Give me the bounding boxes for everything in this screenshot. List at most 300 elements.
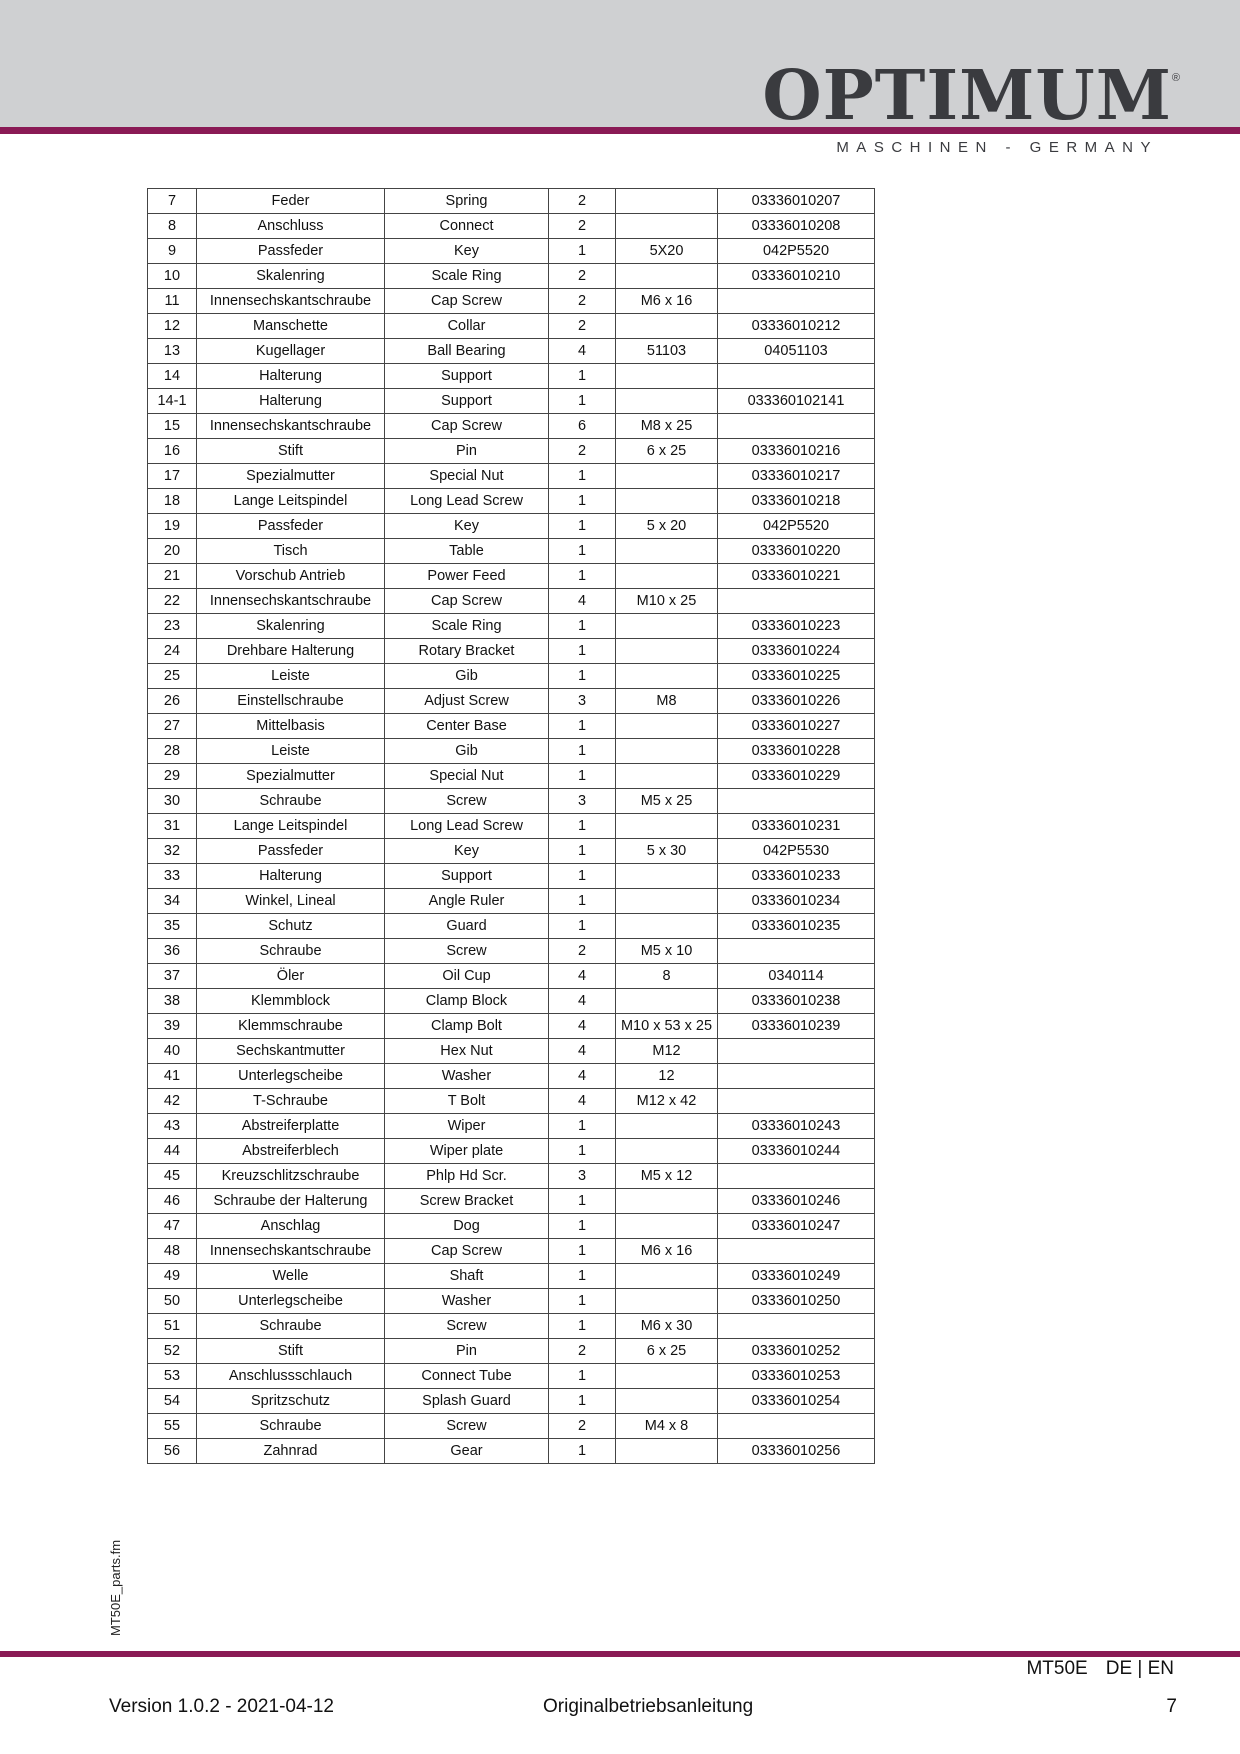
qty-cell: 1	[549, 839, 616, 864]
item-no-cell: 042P5530	[718, 839, 875, 864]
pos-cell: 30	[148, 789, 197, 814]
table-row	[148, 1414, 875, 1439]
table-row	[148, 1139, 875, 1164]
size-cell	[616, 1189, 718, 1214]
table-row	[148, 514, 875, 539]
german-name-cell: Winkel, Lineal	[197, 889, 385, 914]
size-cell	[616, 1289, 718, 1314]
german-name-cell: Innensechskantschraube	[197, 589, 385, 614]
size-cell: M4 x 8	[616, 1414, 718, 1439]
item-no-cell: 03336010220	[718, 539, 875, 564]
german-name-cell: Schraube	[197, 939, 385, 964]
german-name-cell: Innensechskantschraube	[197, 1239, 385, 1264]
table-row	[148, 689, 875, 714]
table-row	[148, 289, 875, 314]
qty-cell: 1	[549, 1289, 616, 1314]
footer-rule	[0, 1651, 1240, 1657]
german-name-cell: Schutz	[197, 914, 385, 939]
qty-cell: 1	[549, 489, 616, 514]
english-name-cell: Angle Ruler	[385, 889, 549, 914]
english-name-cell: Screw	[385, 1414, 549, 1439]
qty-cell: 4	[549, 339, 616, 364]
english-name-cell: Support	[385, 864, 549, 889]
table-row	[148, 1164, 875, 1189]
qty-cell: 1	[549, 1189, 616, 1214]
pos-cell: 14-1	[148, 389, 197, 414]
pos-cell: 46	[148, 1189, 197, 1214]
table-row	[148, 239, 875, 264]
english-name-cell: Pin	[385, 1339, 549, 1364]
german-name-cell: Zahnrad	[197, 1439, 385, 1464]
pos-cell: 45	[148, 1164, 197, 1189]
german-name-cell: Einstellschraube	[197, 689, 385, 714]
table-row	[148, 439, 875, 464]
table-row	[148, 814, 875, 839]
german-name-cell: Schraube der Halterung	[197, 1189, 385, 1214]
table-row	[148, 339, 875, 364]
size-cell: 5 x 20	[616, 514, 718, 539]
pos-cell: 7	[148, 189, 197, 214]
pos-cell: 24	[148, 639, 197, 664]
qty-cell: 1	[549, 1114, 616, 1139]
english-name-cell: Rotary Bracket	[385, 639, 549, 664]
table-row	[148, 314, 875, 339]
size-cell: M10 x 25	[616, 589, 718, 614]
size-cell	[616, 914, 718, 939]
item-no-cell	[718, 939, 875, 964]
item-no-cell	[718, 1039, 875, 1064]
item-no-cell: 03336010227	[718, 714, 875, 739]
english-name-cell: Adjust Screw	[385, 689, 549, 714]
pos-cell: 55	[148, 1414, 197, 1439]
item-no-cell: 03336010256	[718, 1439, 875, 1464]
table-row	[148, 464, 875, 489]
english-name-cell: Guard	[385, 914, 549, 939]
size-cell: M8	[616, 689, 718, 714]
item-no-cell: 03336010231	[718, 814, 875, 839]
size-cell	[616, 564, 718, 589]
qty-cell: 2	[549, 264, 616, 289]
english-name-cell: Screw	[385, 789, 549, 814]
item-no-cell: 03336010223	[718, 614, 875, 639]
page-number: 7	[1166, 1696, 1177, 1717]
table-row	[148, 389, 875, 414]
pos-cell: 44	[148, 1139, 197, 1164]
parts-table-body	[148, 189, 875, 1464]
size-cell	[616, 1114, 718, 1139]
qty-cell: 1	[549, 739, 616, 764]
item-no-cell	[718, 414, 875, 439]
qty-cell: 1	[549, 464, 616, 489]
item-no-cell: 03336010244	[718, 1139, 875, 1164]
size-cell: M6 x 16	[616, 1239, 718, 1264]
qty-cell: 1	[549, 914, 616, 939]
english-name-cell: Scale Ring	[385, 614, 549, 639]
pos-cell: 38	[148, 989, 197, 1014]
size-cell	[616, 539, 718, 564]
size-cell: M12	[616, 1039, 718, 1064]
table-row	[148, 364, 875, 389]
german-name-cell: Anschlussschlauch	[197, 1364, 385, 1389]
qty-cell: 1	[549, 1389, 616, 1414]
table-row	[148, 989, 875, 1014]
pos-cell: 9	[148, 239, 197, 264]
german-name-cell: Spezialmutter	[197, 764, 385, 789]
table-row	[148, 939, 875, 964]
english-name-cell: Table	[385, 539, 549, 564]
pos-cell: 8	[148, 214, 197, 239]
size-cell: 8	[616, 964, 718, 989]
pos-cell: 28	[148, 739, 197, 764]
english-name-cell: Key	[385, 239, 549, 264]
pos-cell: 34	[148, 889, 197, 914]
english-name-cell: Wiper	[385, 1114, 549, 1139]
item-no-cell	[718, 1239, 875, 1264]
table-row	[148, 839, 875, 864]
english-name-cell: Cap Screw	[385, 289, 549, 314]
german-name-cell: Spritzschutz	[197, 1389, 385, 1414]
qty-cell: 1	[549, 364, 616, 389]
german-name-cell: Schraube	[197, 1314, 385, 1339]
size-cell	[616, 614, 718, 639]
item-no-cell	[718, 1064, 875, 1089]
qty-cell: 1	[549, 564, 616, 589]
pos-cell: 36	[148, 939, 197, 964]
table-row	[148, 189, 875, 214]
table-row	[148, 789, 875, 814]
table-row	[148, 1239, 875, 1264]
english-name-cell: Gib	[385, 739, 549, 764]
pos-cell: 26	[148, 689, 197, 714]
qty-cell: 1	[549, 539, 616, 564]
german-name-cell: Skalenring	[197, 264, 385, 289]
item-no-cell: 03336010225	[718, 664, 875, 689]
item-no-cell	[718, 1089, 875, 1114]
table-row	[148, 1089, 875, 1114]
brand-tagline: MASCHINEN - GERMANY	[836, 139, 1158, 156]
german-name-cell: Passfeder	[197, 239, 385, 264]
item-no-cell: 03336010234	[718, 889, 875, 914]
table-row	[148, 864, 875, 889]
item-no-cell: 042P5520	[718, 239, 875, 264]
qty-cell: 1	[549, 1364, 616, 1389]
qty-cell: 4	[549, 1064, 616, 1089]
size-cell: M5 x 12	[616, 1164, 718, 1189]
english-name-cell: Gear	[385, 1439, 549, 1464]
german-name-cell: Sechskantmutter	[197, 1039, 385, 1064]
item-no-cell: 03336010228	[718, 739, 875, 764]
english-name-cell: Center Base	[385, 714, 549, 739]
german-name-cell: Leiste	[197, 739, 385, 764]
qty-cell: 2	[549, 439, 616, 464]
english-name-cell: Dog	[385, 1214, 549, 1239]
english-name-cell: Special Nut	[385, 764, 549, 789]
german-name-cell: Anschluss	[197, 214, 385, 239]
size-cell	[616, 189, 718, 214]
size-cell: M6 x 16	[616, 289, 718, 314]
english-name-cell: Wiper plate	[385, 1139, 549, 1164]
item-no-cell: 03336010254	[718, 1389, 875, 1414]
german-name-cell: Anschlag	[197, 1214, 385, 1239]
german-name-cell: Kreuzschlitzschraube	[197, 1164, 385, 1189]
item-no-cell: 03336010247	[718, 1214, 875, 1239]
pos-cell: 20	[148, 539, 197, 564]
pos-cell: 39	[148, 1014, 197, 1039]
pos-cell: 50	[148, 1289, 197, 1314]
size-cell	[616, 714, 718, 739]
size-cell: M5 x 25	[616, 789, 718, 814]
qty-cell: 4	[549, 589, 616, 614]
pos-cell: 54	[148, 1389, 197, 1414]
pos-cell: 37	[148, 964, 197, 989]
brand-logo: OPTIMUM	[762, 56, 1172, 136]
pos-cell: 40	[148, 1039, 197, 1064]
pos-cell: 15	[148, 414, 197, 439]
item-no-cell: 03336010239	[718, 1014, 875, 1039]
size-cell	[616, 489, 718, 514]
table-row	[148, 1314, 875, 1339]
item-no-cell: 042P5520	[718, 514, 875, 539]
english-name-cell: Cap Screw	[385, 414, 549, 439]
german-name-cell: Lange Leitspindel	[197, 814, 385, 839]
pos-cell: 16	[148, 439, 197, 464]
english-name-cell: Long Lead Screw	[385, 814, 549, 839]
table-row	[148, 589, 875, 614]
pos-cell: 51	[148, 1314, 197, 1339]
qty-cell: 1	[549, 1139, 616, 1164]
table-row	[148, 1364, 875, 1389]
footer-doc-type: Originalbetriebsanleitung	[543, 1696, 754, 1717]
german-name-cell: Manschette	[197, 314, 385, 339]
english-name-cell: Shaft	[385, 1264, 549, 1289]
size-cell	[616, 314, 718, 339]
item-no-cell: 03336010238	[718, 989, 875, 1014]
qty-cell: 3	[549, 689, 616, 714]
german-name-cell: Schraube	[197, 1414, 385, 1439]
german-name-cell: Klemmschraube	[197, 1014, 385, 1039]
qty-cell: 1	[549, 714, 616, 739]
table-row	[148, 964, 875, 989]
table-row	[148, 264, 875, 289]
table-row	[148, 1064, 875, 1089]
table-row	[148, 1189, 875, 1214]
qty-cell: 1	[549, 639, 616, 664]
item-no-cell	[718, 1414, 875, 1439]
english-name-cell: Collar	[385, 314, 549, 339]
german-name-cell: Unterlegscheibe	[197, 1289, 385, 1314]
english-name-cell: Connect Tube	[385, 1364, 549, 1389]
pos-cell: 25	[148, 664, 197, 689]
table-row	[148, 664, 875, 689]
qty-cell: 1	[549, 514, 616, 539]
german-name-cell: Schraube	[197, 789, 385, 814]
english-name-cell: Scale Ring	[385, 264, 549, 289]
table-row	[148, 714, 875, 739]
pos-cell: 47	[148, 1214, 197, 1239]
qty-cell: 1	[549, 664, 616, 689]
pos-cell: 22	[148, 589, 197, 614]
german-name-cell: Kugellager	[197, 339, 385, 364]
item-no-cell: 03336010250	[718, 1289, 875, 1314]
qty-cell: 1	[549, 889, 616, 914]
size-cell	[616, 989, 718, 1014]
item-no-cell: 03336010216	[718, 439, 875, 464]
size-cell	[616, 364, 718, 389]
pos-cell: 43	[148, 1114, 197, 1139]
table-row	[148, 1264, 875, 1289]
table-row	[148, 1339, 875, 1364]
size-cell	[616, 889, 718, 914]
english-name-cell: Cap Screw	[385, 589, 549, 614]
size-cell	[616, 389, 718, 414]
german-name-cell: Unterlegscheibe	[197, 1064, 385, 1089]
german-name-cell: Passfeder	[197, 839, 385, 864]
qty-cell: 2	[549, 214, 616, 239]
pos-cell: 18	[148, 489, 197, 514]
table-row	[148, 739, 875, 764]
german-name-cell: Leiste	[197, 664, 385, 689]
size-cell	[616, 1139, 718, 1164]
size-cell: M5 x 10	[616, 939, 718, 964]
table-row	[148, 1214, 875, 1239]
german-name-cell: Skalenring	[197, 614, 385, 639]
size-cell	[616, 1439, 718, 1464]
size-cell	[616, 264, 718, 289]
pos-cell: 13	[148, 339, 197, 364]
table-row	[148, 489, 875, 514]
pos-cell: 17	[148, 464, 197, 489]
item-no-cell	[718, 364, 875, 389]
qty-cell: 1	[549, 1264, 616, 1289]
size-cell: M12 x 42	[616, 1089, 718, 1114]
english-name-cell: Hex Nut	[385, 1039, 549, 1064]
item-no-cell: 03336010252	[718, 1339, 875, 1364]
english-name-cell: Key	[385, 839, 549, 864]
english-name-cell: Screw	[385, 1314, 549, 1339]
german-name-cell: T-Schraube	[197, 1089, 385, 1114]
qty-cell: 1	[549, 1314, 616, 1339]
english-name-cell: Key	[385, 514, 549, 539]
qty-cell: 2	[549, 189, 616, 214]
pos-cell: 11	[148, 289, 197, 314]
qty-cell: 2	[549, 939, 616, 964]
english-name-cell: T Bolt	[385, 1089, 549, 1114]
english-name-cell: Connect	[385, 214, 549, 239]
item-no-cell	[718, 1314, 875, 1339]
table-row	[148, 564, 875, 589]
german-name-cell: Innensechskantschraube	[197, 289, 385, 314]
pos-cell: 27	[148, 714, 197, 739]
size-cell: M6 x 30	[616, 1314, 718, 1339]
qty-cell: 1	[549, 1439, 616, 1464]
german-name-cell: Spezialmutter	[197, 464, 385, 489]
size-cell: 5X20	[616, 239, 718, 264]
pos-cell: 32	[148, 839, 197, 864]
item-no-cell: 03336010208	[718, 214, 875, 239]
english-name-cell: Ball Bearing	[385, 339, 549, 364]
footer-version: Version 1.0.2 - 2021-04-12	[109, 1696, 334, 1717]
qty-cell: 1	[549, 1214, 616, 1239]
size-cell: 12	[616, 1064, 718, 1089]
english-name-cell: Splash Guard	[385, 1389, 549, 1414]
item-no-cell: 03336010235	[718, 914, 875, 939]
size-cell	[616, 739, 718, 764]
table-row	[148, 214, 875, 239]
size-cell: M10 x 53 x 25	[616, 1014, 718, 1039]
item-no-cell	[718, 789, 875, 814]
qty-cell: 1	[549, 614, 616, 639]
english-name-cell: Spring	[385, 189, 549, 214]
qty-cell: 1	[549, 814, 616, 839]
german-name-cell: Innensechskantschraube	[197, 414, 385, 439]
model-name: MT50E	[1026, 1658, 1088, 1679]
pos-cell: 56	[148, 1439, 197, 1464]
german-name-cell: Mittelbasis	[197, 714, 385, 739]
item-no-cell: 03336010233	[718, 864, 875, 889]
english-name-cell: Clamp Bolt	[385, 1014, 549, 1039]
german-name-cell: Stift	[197, 1339, 385, 1364]
english-name-cell: Power Feed	[385, 564, 549, 589]
pos-cell: 52	[148, 1339, 197, 1364]
size-cell	[616, 1389, 718, 1414]
item-no-cell: 0340114	[718, 964, 875, 989]
english-name-cell: Washer	[385, 1289, 549, 1314]
table-row	[148, 614, 875, 639]
size-cell	[616, 639, 718, 664]
qty-cell: 1	[549, 239, 616, 264]
german-name-cell: Abstreiferplatte	[197, 1114, 385, 1139]
table-row	[148, 539, 875, 564]
german-name-cell: Lange Leitspindel	[197, 489, 385, 514]
item-no-cell	[718, 589, 875, 614]
language-codes: DE | EN	[1105, 1658, 1174, 1679]
item-no-cell	[718, 289, 875, 314]
item-no-cell: 03336010224	[718, 639, 875, 664]
pos-cell: 23	[148, 614, 197, 639]
size-cell: M8 x 25	[616, 414, 718, 439]
qty-cell: 2	[549, 1339, 616, 1364]
english-name-cell: Long Lead Screw	[385, 489, 549, 514]
german-name-cell: Abstreiferblech	[197, 1139, 385, 1164]
size-cell	[616, 864, 718, 889]
table-row	[148, 764, 875, 789]
size-cell: 5 x 30	[616, 839, 718, 864]
item-no-cell: 03336010249	[718, 1264, 875, 1289]
size-cell: 51103	[616, 339, 718, 364]
english-name-cell: Oil Cup	[385, 964, 549, 989]
item-no-cell: 03336010246	[718, 1189, 875, 1214]
german-name-cell: Drehbare Halterung	[197, 639, 385, 664]
qty-cell: 4	[549, 1014, 616, 1039]
footer-model	[1026, 1658, 1174, 1680]
pos-cell: 35	[148, 914, 197, 939]
german-name-cell: Welle	[197, 1264, 385, 1289]
item-no-cell: 03336010217	[718, 464, 875, 489]
qty-cell: 6	[549, 414, 616, 439]
english-name-cell: Pin	[385, 439, 549, 464]
english-name-cell: Screw Bracket	[385, 1189, 549, 1214]
table-row	[148, 414, 875, 439]
table-row	[148, 639, 875, 664]
german-name-cell: Stift	[197, 439, 385, 464]
german-name-cell: Passfeder	[197, 514, 385, 539]
table-row	[148, 889, 875, 914]
qty-cell: 1	[549, 864, 616, 889]
table-row	[148, 1114, 875, 1139]
english-name-cell: Screw	[385, 939, 549, 964]
item-no-cell: 03336010221	[718, 564, 875, 589]
qty-cell: 2	[549, 289, 616, 314]
